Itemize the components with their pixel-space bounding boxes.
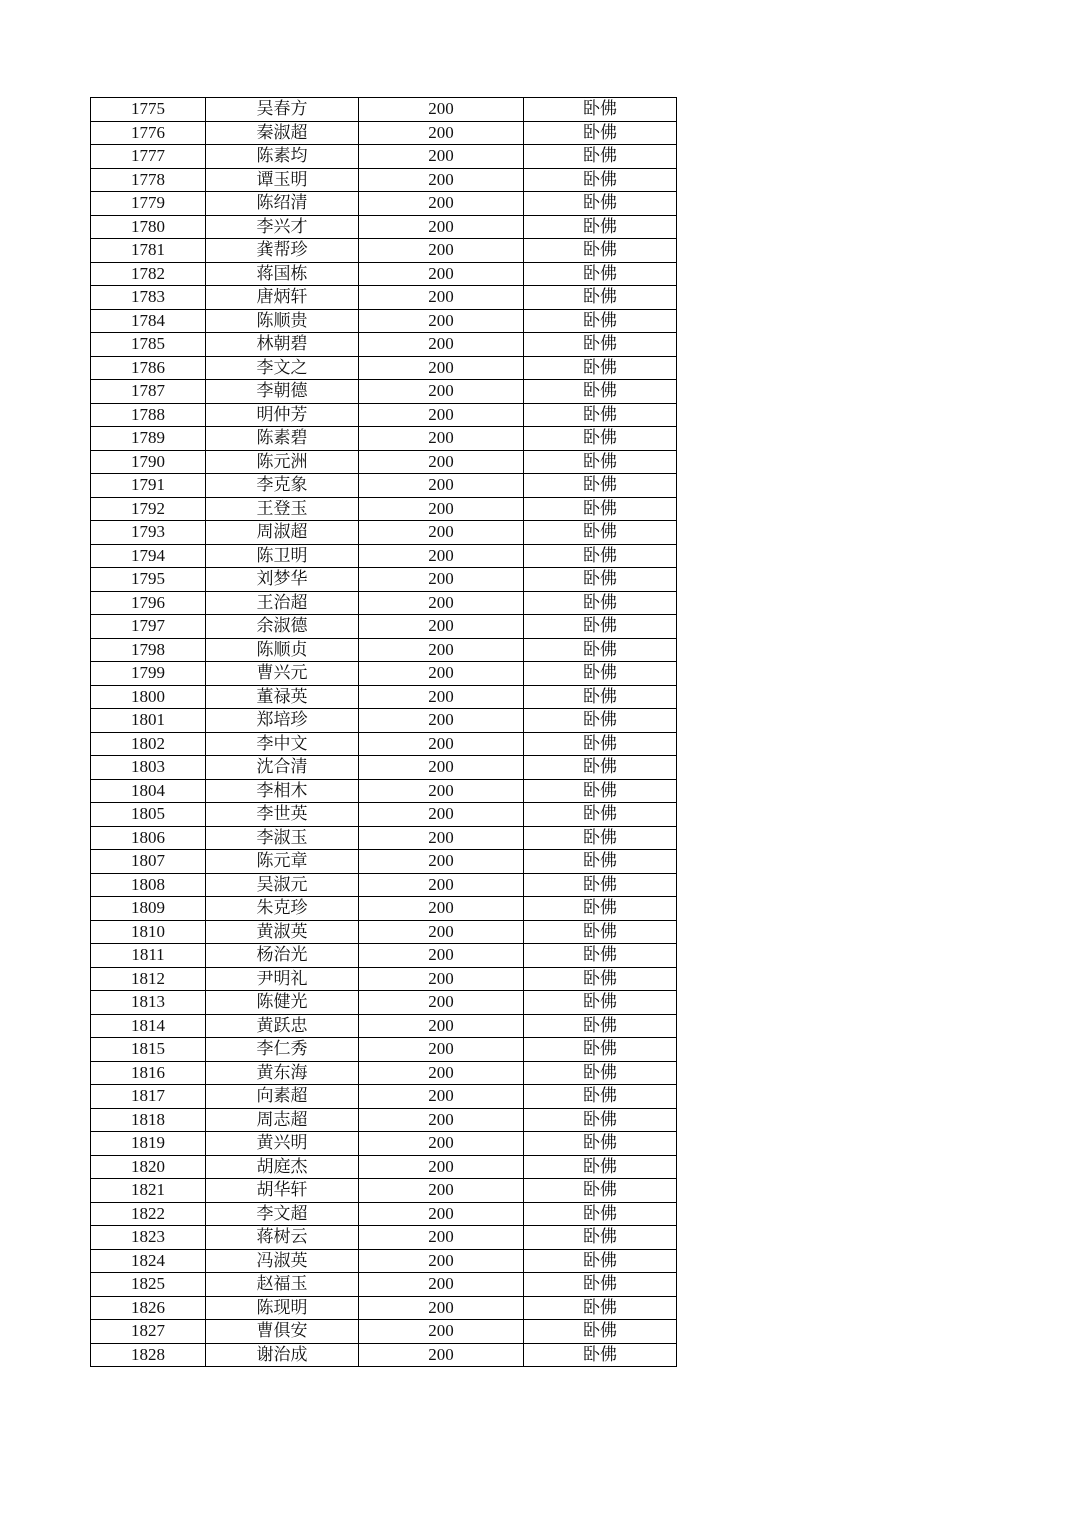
place-cell: 卧佛 bbox=[524, 1343, 677, 1367]
table-row bbox=[91, 168, 677, 192]
table-row bbox=[91, 709, 677, 733]
amount-cell: 200 bbox=[359, 380, 524, 404]
table-row bbox=[91, 1014, 677, 1038]
name-cell: 刘梦华 bbox=[206, 568, 359, 592]
row-number-cell: 1822 bbox=[91, 1202, 206, 1226]
name-cell: 李中文 bbox=[206, 732, 359, 756]
name-cell: 谭玉明 bbox=[206, 168, 359, 192]
name-cell: 周志超 bbox=[206, 1108, 359, 1132]
table-row bbox=[91, 1061, 677, 1085]
table-row bbox=[91, 991, 677, 1015]
table-row bbox=[91, 262, 677, 286]
name-cell: 王治超 bbox=[206, 591, 359, 615]
row-number-cell: 1811 bbox=[91, 944, 206, 968]
row-number-cell: 1801 bbox=[91, 709, 206, 733]
name-cell: 陈素碧 bbox=[206, 427, 359, 451]
amount-cell: 200 bbox=[359, 145, 524, 169]
amount-cell: 200 bbox=[359, 98, 524, 122]
row-number-cell: 1794 bbox=[91, 544, 206, 568]
name-cell: 陈卫明 bbox=[206, 544, 359, 568]
amount-cell: 200 bbox=[359, 192, 524, 216]
row-number-cell: 1824 bbox=[91, 1249, 206, 1273]
place-cell: 卧佛 bbox=[524, 333, 677, 357]
amount-cell: 200 bbox=[359, 732, 524, 756]
table-row bbox=[91, 920, 677, 944]
place-cell: 卧佛 bbox=[524, 262, 677, 286]
row-number-cell: 1827 bbox=[91, 1320, 206, 1344]
table-row bbox=[91, 474, 677, 498]
place-cell: 卧佛 bbox=[524, 121, 677, 145]
place-cell: 卧佛 bbox=[524, 897, 677, 921]
row-number-cell: 1790 bbox=[91, 450, 206, 474]
table-row bbox=[91, 1155, 677, 1179]
row-number-cell: 1786 bbox=[91, 356, 206, 380]
table-body bbox=[91, 98, 677, 1367]
row-number-cell: 1798 bbox=[91, 638, 206, 662]
subsidy-table bbox=[90, 97, 677, 1367]
row-number-cell: 1779 bbox=[91, 192, 206, 216]
name-cell: 胡庭杰 bbox=[206, 1155, 359, 1179]
table-row bbox=[91, 662, 677, 686]
amount-cell: 200 bbox=[359, 826, 524, 850]
table-row bbox=[91, 944, 677, 968]
place-cell: 卧佛 bbox=[524, 521, 677, 545]
amount-cell: 200 bbox=[359, 850, 524, 874]
place-cell: 卧佛 bbox=[524, 98, 677, 122]
amount-cell: 200 bbox=[359, 920, 524, 944]
name-cell: 明仲芳 bbox=[206, 403, 359, 427]
row-number-cell: 1775 bbox=[91, 98, 206, 122]
table-row bbox=[91, 873, 677, 897]
row-number-cell: 1828 bbox=[91, 1343, 206, 1367]
place-cell: 卧佛 bbox=[524, 662, 677, 686]
name-cell: 李克象 bbox=[206, 474, 359, 498]
place-cell: 卧佛 bbox=[524, 803, 677, 827]
table-row bbox=[91, 826, 677, 850]
name-cell: 陈素均 bbox=[206, 145, 359, 169]
table-row bbox=[91, 850, 677, 874]
name-cell: 李世英 bbox=[206, 803, 359, 827]
amount-cell: 200 bbox=[359, 309, 524, 333]
amount-cell: 200 bbox=[359, 215, 524, 239]
name-cell: 蒋国栋 bbox=[206, 262, 359, 286]
row-number-cell: 1812 bbox=[91, 967, 206, 991]
place-cell: 卧佛 bbox=[524, 568, 677, 592]
amount-cell: 200 bbox=[359, 450, 524, 474]
table-row bbox=[91, 1202, 677, 1226]
amount-cell: 200 bbox=[359, 756, 524, 780]
table-row bbox=[91, 309, 677, 333]
table-row bbox=[91, 756, 677, 780]
amount-cell: 200 bbox=[359, 1273, 524, 1297]
place-cell: 卧佛 bbox=[524, 1155, 677, 1179]
name-cell: 李文超 bbox=[206, 1202, 359, 1226]
row-number-cell: 1802 bbox=[91, 732, 206, 756]
amount-cell: 200 bbox=[359, 403, 524, 427]
amount-cell: 200 bbox=[359, 803, 524, 827]
place-cell: 卧佛 bbox=[524, 1014, 677, 1038]
amount-cell: 200 bbox=[359, 168, 524, 192]
place-cell: 卧佛 bbox=[524, 1273, 677, 1297]
name-cell: 陈元洲 bbox=[206, 450, 359, 474]
place-cell: 卧佛 bbox=[524, 474, 677, 498]
name-cell: 陈绍清 bbox=[206, 192, 359, 216]
row-number-cell: 1792 bbox=[91, 497, 206, 521]
name-cell: 曹俱安 bbox=[206, 1320, 359, 1344]
place-cell: 卧佛 bbox=[524, 380, 677, 404]
table-row bbox=[91, 638, 677, 662]
name-cell: 林朝碧 bbox=[206, 333, 359, 357]
row-number-cell: 1777 bbox=[91, 145, 206, 169]
name-cell: 龚帮珍 bbox=[206, 239, 359, 263]
place-cell: 卧佛 bbox=[524, 873, 677, 897]
amount-cell: 200 bbox=[359, 239, 524, 263]
name-cell: 余淑德 bbox=[206, 615, 359, 639]
name-cell: 李淑玉 bbox=[206, 826, 359, 850]
amount-cell: 200 bbox=[359, 1343, 524, 1367]
table-row bbox=[91, 239, 677, 263]
row-number-cell: 1785 bbox=[91, 333, 206, 357]
table-row bbox=[91, 1273, 677, 1297]
row-number-cell: 1814 bbox=[91, 1014, 206, 1038]
row-number-cell: 1791 bbox=[91, 474, 206, 498]
place-cell: 卧佛 bbox=[524, 756, 677, 780]
place-cell: 卧佛 bbox=[524, 309, 677, 333]
amount-cell: 200 bbox=[359, 427, 524, 451]
row-number-cell: 1776 bbox=[91, 121, 206, 145]
table-row bbox=[91, 145, 677, 169]
table-row bbox=[91, 192, 677, 216]
place-cell: 卧佛 bbox=[524, 1320, 677, 1344]
name-cell: 陈健光 bbox=[206, 991, 359, 1015]
name-cell: 杨治光 bbox=[206, 944, 359, 968]
row-number-cell: 1799 bbox=[91, 662, 206, 686]
table-row bbox=[91, 1132, 677, 1156]
row-number-cell: 1809 bbox=[91, 897, 206, 921]
name-cell: 尹明礼 bbox=[206, 967, 359, 991]
place-cell: 卧佛 bbox=[524, 944, 677, 968]
name-cell: 董禄英 bbox=[206, 685, 359, 709]
table-row bbox=[91, 732, 677, 756]
row-number-cell: 1806 bbox=[91, 826, 206, 850]
row-number-cell: 1787 bbox=[91, 380, 206, 404]
row-number-cell: 1803 bbox=[91, 756, 206, 780]
amount-cell: 200 bbox=[359, 1249, 524, 1273]
place-cell: 卧佛 bbox=[524, 920, 677, 944]
amount-cell: 200 bbox=[359, 497, 524, 521]
amount-cell: 200 bbox=[359, 1179, 524, 1203]
table-row bbox=[91, 121, 677, 145]
row-number-cell: 1826 bbox=[91, 1296, 206, 1320]
name-cell: 赵福玉 bbox=[206, 1273, 359, 1297]
name-cell: 吴淑元 bbox=[206, 873, 359, 897]
name-cell: 李仁秀 bbox=[206, 1038, 359, 1062]
row-number-cell: 1816 bbox=[91, 1061, 206, 1085]
name-cell: 蒋树云 bbox=[206, 1226, 359, 1250]
table-row bbox=[91, 803, 677, 827]
row-number-cell: 1810 bbox=[91, 920, 206, 944]
name-cell: 黄跃忠 bbox=[206, 1014, 359, 1038]
amount-cell: 200 bbox=[359, 944, 524, 968]
amount-cell: 200 bbox=[359, 1132, 524, 1156]
place-cell: 卧佛 bbox=[524, 1061, 677, 1085]
table-row bbox=[91, 427, 677, 451]
table-row bbox=[91, 544, 677, 568]
amount-cell: 200 bbox=[359, 333, 524, 357]
name-cell: 李朝德 bbox=[206, 380, 359, 404]
name-cell: 秦淑超 bbox=[206, 121, 359, 145]
name-cell: 王登玉 bbox=[206, 497, 359, 521]
amount-cell: 200 bbox=[359, 1014, 524, 1038]
place-cell: 卧佛 bbox=[524, 1085, 677, 1109]
table-row bbox=[91, 897, 677, 921]
name-cell: 黄东海 bbox=[206, 1061, 359, 1085]
row-number-cell: 1793 bbox=[91, 521, 206, 545]
table-row bbox=[91, 685, 677, 709]
table-row bbox=[91, 568, 677, 592]
table-row bbox=[91, 1343, 677, 1367]
name-cell: 李兴才 bbox=[206, 215, 359, 239]
row-number-cell: 1807 bbox=[91, 850, 206, 874]
place-cell: 卧佛 bbox=[524, 615, 677, 639]
place-cell: 卧佛 bbox=[524, 544, 677, 568]
table-row bbox=[91, 403, 677, 427]
table-row bbox=[91, 1320, 677, 1344]
amount-cell: 200 bbox=[359, 615, 524, 639]
place-cell: 卧佛 bbox=[524, 1038, 677, 1062]
row-number-cell: 1796 bbox=[91, 591, 206, 615]
row-number-cell: 1813 bbox=[91, 991, 206, 1015]
table-row bbox=[91, 356, 677, 380]
row-number-cell: 1823 bbox=[91, 1226, 206, 1250]
amount-cell: 200 bbox=[359, 1320, 524, 1344]
place-cell: 卧佛 bbox=[524, 591, 677, 615]
row-number-cell: 1819 bbox=[91, 1132, 206, 1156]
name-cell: 陈现明 bbox=[206, 1296, 359, 1320]
amount-cell: 200 bbox=[359, 262, 524, 286]
place-cell: 卧佛 bbox=[524, 991, 677, 1015]
table-row bbox=[91, 380, 677, 404]
name-cell: 向素超 bbox=[206, 1085, 359, 1109]
row-number-cell: 1778 bbox=[91, 168, 206, 192]
row-number-cell: 1780 bbox=[91, 215, 206, 239]
place-cell: 卧佛 bbox=[524, 427, 677, 451]
amount-cell: 200 bbox=[359, 121, 524, 145]
amount-cell: 200 bbox=[359, 568, 524, 592]
place-cell: 卧佛 bbox=[524, 1132, 677, 1156]
place-cell: 卧佛 bbox=[524, 215, 677, 239]
row-number-cell: 1781 bbox=[91, 239, 206, 263]
place-cell: 卧佛 bbox=[524, 356, 677, 380]
name-cell: 吴春方 bbox=[206, 98, 359, 122]
table-row bbox=[91, 286, 677, 310]
name-cell: 朱克珍 bbox=[206, 897, 359, 921]
place-cell: 卧佛 bbox=[524, 1179, 677, 1203]
amount-cell: 200 bbox=[359, 1202, 524, 1226]
amount-cell: 200 bbox=[359, 544, 524, 568]
table-row bbox=[91, 215, 677, 239]
row-number-cell: 1788 bbox=[91, 403, 206, 427]
table-row bbox=[91, 1226, 677, 1250]
name-cell: 唐炳轩 bbox=[206, 286, 359, 310]
name-cell: 郑培珍 bbox=[206, 709, 359, 733]
place-cell: 卧佛 bbox=[524, 168, 677, 192]
name-cell: 胡华轩 bbox=[206, 1179, 359, 1203]
amount-cell: 200 bbox=[359, 1038, 524, 1062]
name-cell: 谢治成 bbox=[206, 1343, 359, 1367]
place-cell: 卧佛 bbox=[524, 1108, 677, 1132]
place-cell: 卧佛 bbox=[524, 638, 677, 662]
table-row bbox=[91, 1296, 677, 1320]
amount-cell: 200 bbox=[359, 474, 524, 498]
place-cell: 卧佛 bbox=[524, 967, 677, 991]
amount-cell: 200 bbox=[359, 685, 524, 709]
table-row bbox=[91, 450, 677, 474]
amount-cell: 200 bbox=[359, 873, 524, 897]
table-row bbox=[91, 779, 677, 803]
place-cell: 卧佛 bbox=[524, 403, 677, 427]
amount-cell: 200 bbox=[359, 1296, 524, 1320]
name-cell: 陈元章 bbox=[206, 850, 359, 874]
amount-cell: 200 bbox=[359, 1155, 524, 1179]
amount-cell: 200 bbox=[359, 1108, 524, 1132]
row-number-cell: 1805 bbox=[91, 803, 206, 827]
row-number-cell: 1797 bbox=[91, 615, 206, 639]
name-cell: 黄兴明 bbox=[206, 1132, 359, 1156]
amount-cell: 200 bbox=[359, 967, 524, 991]
amount-cell: 200 bbox=[359, 591, 524, 615]
place-cell: 卧佛 bbox=[524, 1296, 677, 1320]
row-number-cell: 1783 bbox=[91, 286, 206, 310]
row-number-cell: 1795 bbox=[91, 568, 206, 592]
name-cell: 沈合清 bbox=[206, 756, 359, 780]
row-number-cell: 1820 bbox=[91, 1155, 206, 1179]
row-number-cell: 1782 bbox=[91, 262, 206, 286]
amount-cell: 200 bbox=[359, 779, 524, 803]
place-cell: 卧佛 bbox=[524, 779, 677, 803]
name-cell: 黄淑英 bbox=[206, 920, 359, 944]
place-cell: 卧佛 bbox=[524, 685, 677, 709]
amount-cell: 200 bbox=[359, 897, 524, 921]
name-cell: 李相木 bbox=[206, 779, 359, 803]
place-cell: 卧佛 bbox=[524, 1249, 677, 1273]
name-cell: 陈顺贵 bbox=[206, 309, 359, 333]
amount-cell: 200 bbox=[359, 1061, 524, 1085]
place-cell: 卧佛 bbox=[524, 732, 677, 756]
place-cell: 卧佛 bbox=[524, 709, 677, 733]
name-cell: 周淑超 bbox=[206, 521, 359, 545]
table-row bbox=[91, 521, 677, 545]
row-number-cell: 1815 bbox=[91, 1038, 206, 1062]
place-cell: 卧佛 bbox=[524, 1202, 677, 1226]
table-row bbox=[91, 497, 677, 521]
amount-cell: 200 bbox=[359, 1085, 524, 1109]
table-row bbox=[91, 1085, 677, 1109]
table-row bbox=[91, 1038, 677, 1062]
name-cell: 冯淑英 bbox=[206, 1249, 359, 1273]
place-cell: 卧佛 bbox=[524, 286, 677, 310]
amount-cell: 200 bbox=[359, 638, 524, 662]
amount-cell: 200 bbox=[359, 286, 524, 310]
place-cell: 卧佛 bbox=[524, 145, 677, 169]
row-number-cell: 1825 bbox=[91, 1273, 206, 1297]
table-row bbox=[91, 1179, 677, 1203]
table-row bbox=[91, 615, 677, 639]
row-number-cell: 1784 bbox=[91, 309, 206, 333]
name-cell: 曹兴元 bbox=[206, 662, 359, 686]
place-cell: 卧佛 bbox=[524, 239, 677, 263]
name-cell: 陈顺贞 bbox=[206, 638, 359, 662]
table-row bbox=[91, 591, 677, 615]
row-number-cell: 1818 bbox=[91, 1108, 206, 1132]
amount-cell: 200 bbox=[359, 1226, 524, 1250]
place-cell: 卧佛 bbox=[524, 850, 677, 874]
amount-cell: 200 bbox=[359, 356, 524, 380]
row-number-cell: 1808 bbox=[91, 873, 206, 897]
row-number-cell: 1789 bbox=[91, 427, 206, 451]
amount-cell: 200 bbox=[359, 991, 524, 1015]
amount-cell: 200 bbox=[359, 709, 524, 733]
table-row bbox=[91, 1249, 677, 1273]
table-row bbox=[91, 98, 677, 122]
row-number-cell: 1804 bbox=[91, 779, 206, 803]
place-cell: 卧佛 bbox=[524, 450, 677, 474]
table-row bbox=[91, 967, 677, 991]
name-cell: 李文之 bbox=[206, 356, 359, 380]
place-cell: 卧佛 bbox=[524, 826, 677, 850]
row-number-cell: 1800 bbox=[91, 685, 206, 709]
place-cell: 卧佛 bbox=[524, 192, 677, 216]
table-row bbox=[91, 1108, 677, 1132]
amount-cell: 200 bbox=[359, 662, 524, 686]
row-number-cell: 1817 bbox=[91, 1085, 206, 1109]
place-cell: 卧佛 bbox=[524, 1226, 677, 1250]
amount-cell: 200 bbox=[359, 521, 524, 545]
table-row bbox=[91, 333, 677, 357]
row-number-cell: 1821 bbox=[91, 1179, 206, 1203]
place-cell: 卧佛 bbox=[524, 497, 677, 521]
